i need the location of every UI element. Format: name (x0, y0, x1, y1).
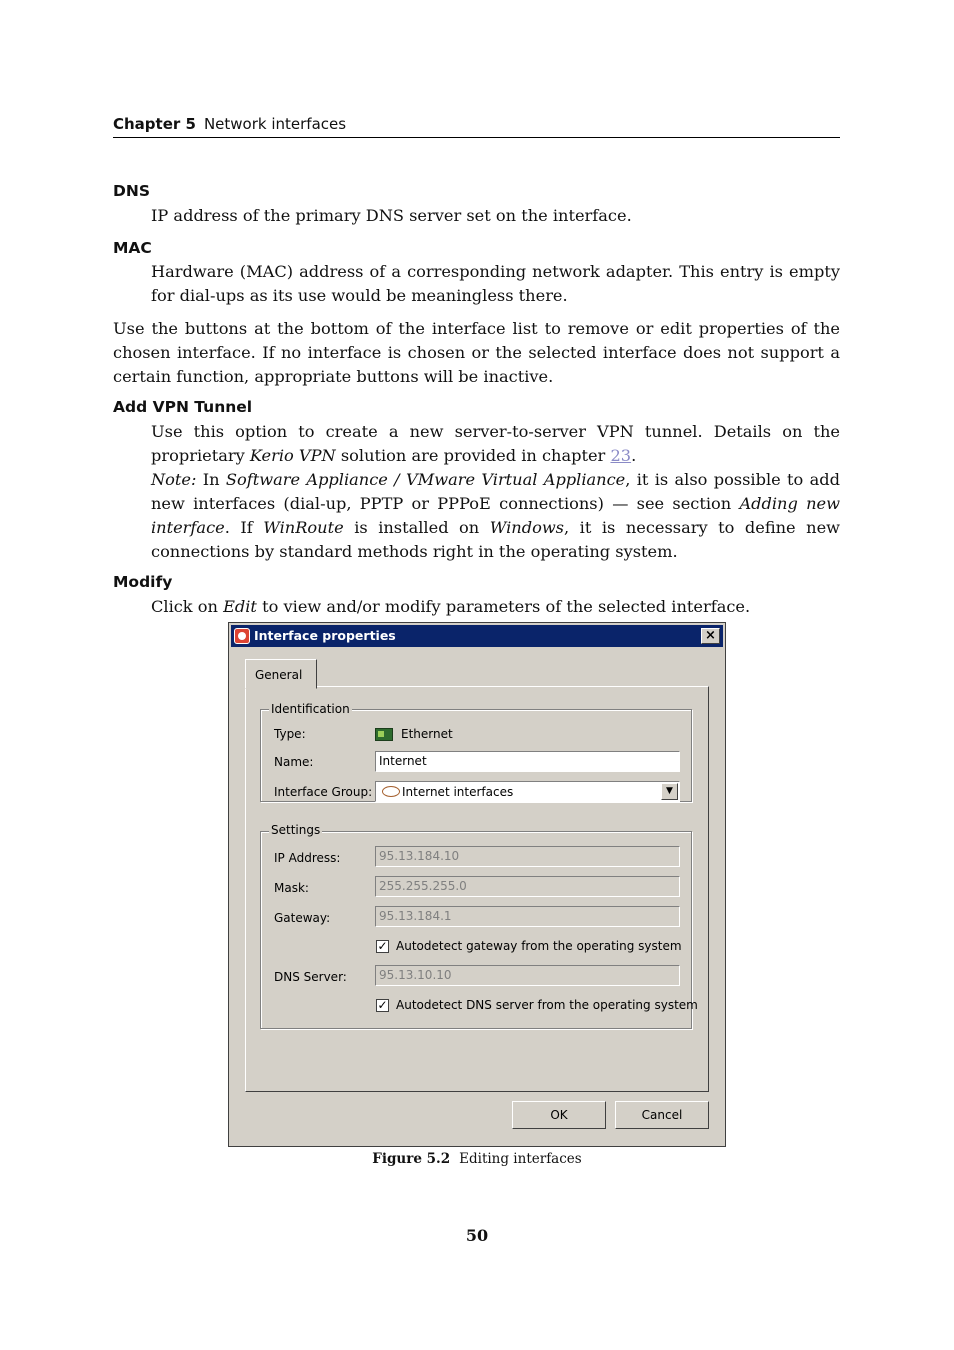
chapter-number: Chapter 5 (113, 115, 196, 133)
dialog-title: Interface properties (254, 628, 396, 643)
name-input[interactable]: Internet (375, 751, 680, 772)
type-value: Ethernet (401, 727, 453, 741)
chapter-link[interactable]: 23 (610, 446, 632, 465)
interface-properties-dialog (228, 622, 726, 1147)
autodetect-dns-checkbox[interactable]: ✓ (377, 998, 388, 1012)
term-dns: DNS (113, 182, 151, 200)
interface-group-select[interactable] (375, 781, 680, 802)
running-header (113, 115, 840, 138)
term-modify: Modify (113, 573, 173, 591)
note-label: Note: (151, 470, 197, 489)
close-button[interactable]: × (701, 628, 720, 644)
definition-dns: IP address of the primary DNS server set on the interface. (151, 206, 632, 225)
mask-input[interactable]: 255.255.255.0 (375, 876, 680, 897)
network-card-icon (375, 728, 393, 741)
page-number: 50 (465, 1226, 489, 1245)
chapter-title: Network interfaces (203, 115, 347, 133)
ip-address-label: IP Address: (274, 851, 341, 865)
autodetect-gateway-label: Autodetect gateway from the operating system (396, 939, 682, 953)
definition-mac: Hardware (MAC) address of a corresponding network adapter. This entry is empty for dial-ups as its use would be meaningless there. (151, 262, 840, 305)
type-label: Type: (274, 727, 306, 741)
figure-caption (0, 1151, 954, 1167)
dns-server-label: DNS Server: (274, 970, 347, 984)
term-add-vpn-tunnel: Add VPN Tunnel (113, 398, 253, 416)
cancel-button[interactable]: Cancel (615, 1101, 709, 1129)
definition-modify: Click on Edit to view and/or modify parameters of the selected interface. (151, 597, 751, 616)
tab-general[interactable] (245, 659, 317, 689)
autodetect-dns-label: Autodetect DNS server from the operating system (396, 998, 698, 1012)
gateway-input[interactable]: 95.13.184.1 (375, 906, 680, 927)
interface-group-label: Interface Group: (274, 785, 373, 799)
tab-general-label: General (255, 668, 303, 682)
dialog-titlebar (231, 625, 723, 647)
paragraph-buttons: Use the buttons at the bottom of the interface list to remove or edit properties of the chosen interface. If no interface is chosen or the selected interface does not support a certain function, appropriate buttons will be inactive. (113, 319, 840, 386)
ok-button[interactable]: OK (512, 1101, 606, 1129)
chevron-down-icon[interactable]: ▼ (661, 783, 678, 800)
ip-address-input[interactable]: 95.13.184.10 (375, 846, 680, 867)
interface-group-value: Internet interfaces (402, 785, 514, 799)
kerio-app-icon (234, 628, 250, 644)
term-mac: MAC (113, 239, 152, 257)
figure-caption-text: Editing interfaces (459, 1151, 582, 1167)
settings-legend: Settings (271, 823, 321, 837)
kerio-vpn-term: Kerio VPN (249, 446, 336, 465)
mask-label: Mask: (274, 881, 309, 895)
autodetect-gateway-checkbox[interactable]: ✓ (377, 939, 388, 953)
cloud-icon (382, 786, 400, 797)
definition-add-vpn-tunnel: Use this option to create a new server-to-server VPN tunnel. Details on the proprietary Kerio VPN solution are provided in chapter 23. Note: In Software Appliance / VMware Virtual Appliance, it is also possible to add new interfaces (dial-up, PPTP or PPPoE connections) — see section Adding new interface. If WinRoute is installed on Windows, it is necessary to define new connections by standard methods right in the operating system. (151, 422, 841, 561)
figure-label: Figure 5.2 (372, 1151, 451, 1167)
name-label: Name: (274, 755, 314, 769)
gateway-label: Gateway: (274, 911, 331, 925)
dns-server-input[interactable]: 95.13.10.10 (375, 965, 680, 986)
identification-legend: Identification (271, 702, 350, 716)
